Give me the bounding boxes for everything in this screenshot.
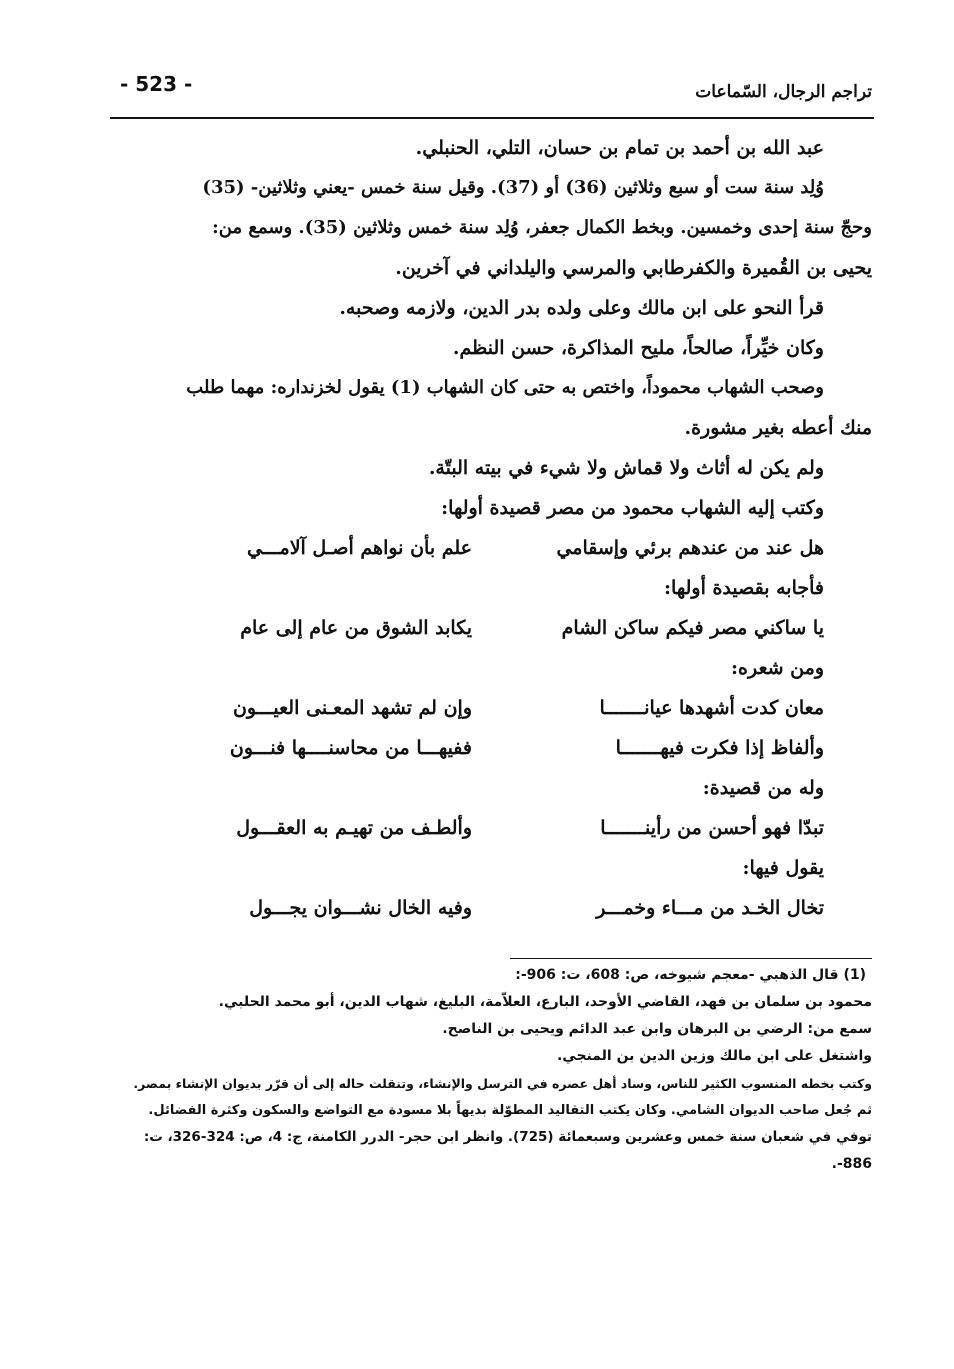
verse-second-hemistich: وألطـف من تهيـم به العقـــول bbox=[236, 817, 472, 839]
text-line: وكتب إليه الشهاب محمود من مصر قصيدة أولها: bbox=[441, 497, 824, 519]
text-line: وله من قصيدة: bbox=[702, 777, 824, 799]
verse-first-hemistich: تخال الخـد من مـــاء وخمـــر bbox=[596, 897, 824, 919]
verse-second-hemistich: علم بأن نواهم أصـل آلامـــي bbox=[246, 537, 472, 559]
verse-second-hemistich: وفيه الخال نشـــوان يجـــول bbox=[249, 897, 472, 919]
verse-first-hemistich: يا ساكني مصر فيكم ساكن الشام bbox=[561, 617, 824, 639]
footnote-line: سمع من: الرضي بن البرهان وابن عبد الدائم ويحيى بن الناصح. bbox=[442, 1021, 872, 1037]
verse bbox=[112, 688, 872, 728]
verse-first-hemistich: معان كدت أشهدها عيانـــــــا bbox=[599, 697, 824, 719]
footnote-line: واشتغل على ابن مالك وزين الدين بن المنجي. bbox=[556, 1048, 872, 1064]
text-line: وكان خيِّراً، صالحاً، مليح المذاكرة، حسن النظم. bbox=[452, 337, 824, 359]
verse-first-hemistich: وألفاظ إذا فكرت فيهـــــــا bbox=[615, 737, 824, 759]
text-line: يحيى بن القُميرة والكفرطابي والمرسي واليلداني في آخرين. bbox=[395, 257, 872, 279]
footnote-line: 886-. bbox=[831, 1156, 872, 1172]
page-number: - 523 - bbox=[120, 72, 193, 96]
verse-second-hemistich: ففيهـــا من محاسنــــها فنـــون bbox=[229, 737, 472, 759]
page-header bbox=[110, 72, 872, 120]
text-line: ولم يكن له أثاث ولا قماش ولا شيء في بيته البتّة. bbox=[428, 457, 824, 479]
text-line: منك أعطه بغير مشورة. bbox=[684, 417, 872, 439]
footnote-line: توفي في شعبان سنة خمس وعشرين وسبعمائة (725). وانظر ابن حجر- الدرر الكامنة، ج: 4، ص: 324-326، ت: bbox=[143, 1129, 872, 1145]
verse bbox=[112, 528, 872, 568]
text-line: وصحب الشهاب محموداً، واختص به حتى كان الشهاب (1) يقول لخزنداره: مهما طلب bbox=[186, 377, 824, 398]
text-line: يقول فيها: bbox=[742, 857, 824, 879]
text-line: قرأ النحو على ابن مالك وعلى ولده بدر الدين، ولازمه وصحبه. bbox=[339, 297, 824, 319]
verse-second-hemistich: يكابد الشوق من عام إلى عام bbox=[240, 617, 472, 639]
text-line: فأجابه بقصيدة أولها: bbox=[664, 577, 824, 599]
verse bbox=[112, 728, 872, 768]
text-line: وُلِد سنة ست أو سبع وثلاثين (36) أو (37). وقيل سنة خمس -يعني وثلاثين- (35) bbox=[202, 177, 824, 198]
running-title: تراجم الرجال، السّماعات bbox=[695, 82, 872, 102]
footnote-line: محمود بن سلمان بن فهد، القاضي الأوحد، البارع، العلاّمة، البليغ، شهاب الدين، أبو محمد الحلبي. bbox=[218, 994, 872, 1010]
verse-first-hemistich: هل عند من عندهم برئي وإسقامي bbox=[556, 537, 824, 559]
verse bbox=[112, 808, 872, 848]
biography-name: عبد الله بن أحمد بن تمام بن حسان، التلي، الحنبلي. bbox=[415, 137, 824, 159]
footnote-rule bbox=[510, 958, 872, 959]
verse-first-hemistich: تبدّا فهو أحسن من رأينـــــــا bbox=[600, 817, 824, 839]
footnotes bbox=[104, 962, 872, 1178]
main-text bbox=[112, 128, 872, 928]
text-line: وحجّ سنة إحدى وخمسين. وبخط الكمال جعفر، وُلِد سنة خمس وثلاثين (35). وسمع من: bbox=[212, 217, 872, 238]
footnote-line: ثم جُعل صاحب الديوان الشامي. وكان يكتب التقاليد المطوّلة بديهاً بلا مسودة مع التواضع والسكون وكثرة الفضائل. bbox=[148, 1103, 872, 1118]
footnote-line: وكتب بخطه المنسوب الكثير للناس، وساد أهل عصره في الترسل والإنشاء، وتنقلت حاله إلى أن قرّر بديوان الإنشاء بمصر. bbox=[133, 1076, 872, 1091]
verse bbox=[112, 608, 872, 648]
header-rule bbox=[110, 117, 874, 119]
footnote-line: (1) قال الذهبي -معجم شيوخه، ص: 608، ت: 906-: bbox=[515, 967, 866, 983]
text-line: ومن شعره: bbox=[731, 657, 824, 679]
verse-second-hemistich: وإن لم تشهد المعـنى العيـــون bbox=[232, 697, 472, 719]
verse bbox=[112, 888, 872, 928]
